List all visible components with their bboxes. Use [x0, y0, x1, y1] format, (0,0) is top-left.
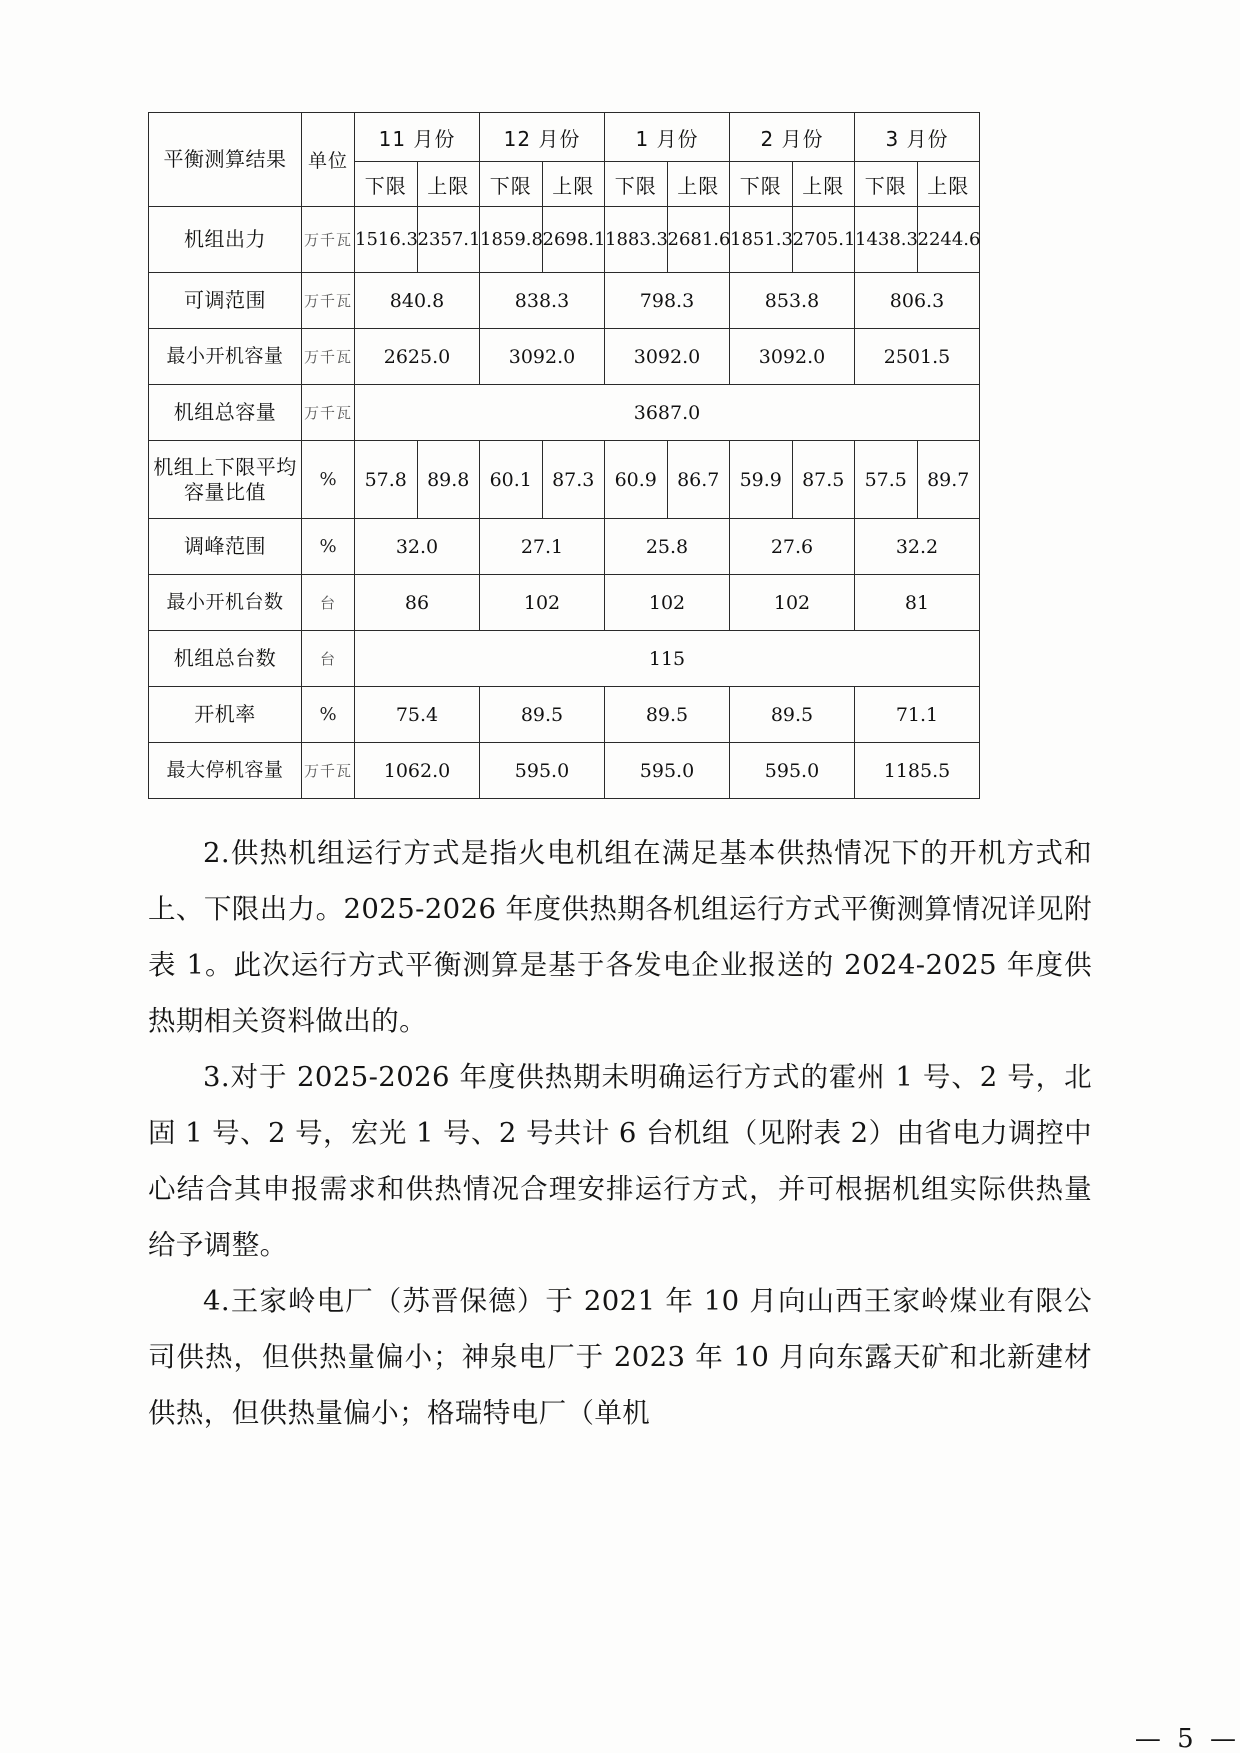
header-month-0: 11 月份	[355, 113, 480, 162]
cell-value: 86.7	[667, 441, 730, 519]
row-unit: 万千瓦	[302, 207, 355, 273]
cell-value: 87.3	[542, 441, 605, 519]
header-limit-lower-1: 下限	[480, 162, 543, 207]
row-unit: %	[302, 519, 355, 575]
cell-value: 57.5	[855, 441, 918, 519]
cell-value: 81	[855, 575, 980, 631]
table-row	[149, 329, 980, 385]
header-month-3: 2 月份	[730, 113, 855, 162]
row-label: 开机率	[149, 687, 302, 743]
page-number: — 5 —	[1134, 1724, 1240, 1754]
cell-value: 2698.1	[542, 207, 605, 273]
row-unit: 台	[302, 631, 355, 687]
table-row	[149, 207, 980, 273]
cell-value: 60.1	[480, 441, 543, 519]
header-limit-upper-4: 上限	[917, 162, 980, 207]
cell-value: 806.3	[855, 273, 980, 329]
table-row	[149, 273, 980, 329]
header-limit-lower-4: 下限	[855, 162, 918, 207]
cell-value: 3687.0	[355, 385, 980, 441]
cell-value: 27.1	[480, 519, 605, 575]
cell-value: 2681.6	[667, 207, 730, 273]
cell-value: 1062.0	[355, 743, 480, 799]
paragraph-3: 3.对于 2025-2026 年度供热期未明确运行方式的霍州 1 号、2 号，北固 1 号、2 号，宏光 1 号、2 号共计 6 台机组（见附表 2）由省电力调控中心结合其申报需求和供热情况合理安排运行方式，并可根据机组实际供热量给予调整。	[148, 1061, 1092, 1261]
row-unit: 台	[302, 575, 355, 631]
cell-value: 102	[480, 575, 605, 631]
cell-value: 60.9	[605, 441, 668, 519]
paragraph-2: 2.供热机组运行方式是指火电机组在满足基本供热情况下的开机方式和上、下限出力。2025-2026 年度供热期各机组运行方式平衡测算情况详见附表 1。此次运行方式平衡测算是基于各发电企业报送的 2024-2025 年度供热期相关资料做出的。	[148, 837, 1092, 1037]
cell-value: 71.1	[855, 687, 980, 743]
table-row	[149, 519, 980, 575]
header-month-4: 3 月份	[855, 113, 980, 162]
row-label: 调峰范围	[149, 519, 302, 575]
cell-value: 89.5	[480, 687, 605, 743]
cell-value: 59.9	[730, 441, 793, 519]
cell-value: 2705.1	[792, 207, 855, 273]
row-unit: 万千瓦	[302, 273, 355, 329]
cell-value: 32.0	[355, 519, 480, 575]
cell-value: 25.8	[605, 519, 730, 575]
cell-value: 595.0	[730, 743, 855, 799]
header-limit-lower-3: 下限	[730, 162, 793, 207]
header-corner-label: 平衡测算结果	[149, 113, 302, 207]
cell-value: 595.0	[605, 743, 730, 799]
cell-value: 89.5	[605, 687, 730, 743]
cell-value: 595.0	[480, 743, 605, 799]
table-row	[149, 687, 980, 743]
header-limit-upper-1: 上限	[542, 162, 605, 207]
cell-value: 89.8	[417, 441, 480, 519]
row-unit: 万千瓦	[302, 329, 355, 385]
row-label: 机组出力	[149, 207, 302, 273]
cell-value: 27.6	[730, 519, 855, 575]
cell-value: 1859.8	[480, 207, 543, 273]
cell-value: 86	[355, 575, 480, 631]
cell-value: 2244.6	[917, 207, 980, 273]
cell-value: 798.3	[605, 273, 730, 329]
cell-value: 1851.3	[730, 207, 793, 273]
header-limit-upper-0: 上限	[417, 162, 480, 207]
body-text	[148, 825, 1092, 1441]
paragraph-4: 4.王家岭电厂（苏晋保德）于 2021 年 10 月向山西王家岭煤业有限公司供热，但供热量偏小；神泉电厂于 2023 年 10 月向东露天矿和北新建材供热，但供热量偏小；格瑞特电厂（单机	[148, 1285, 1092, 1429]
cell-value: 2625.0	[355, 329, 480, 385]
header-limit-upper-3: 上限	[792, 162, 855, 207]
cell-value: 1185.5	[855, 743, 980, 799]
table-body	[149, 207, 980, 799]
cell-value: 840.8	[355, 273, 480, 329]
row-unit: %	[302, 687, 355, 743]
row-label: 机组总容量	[149, 385, 302, 441]
cell-value: 1516.3	[355, 207, 418, 273]
cell-value: 3092.0	[605, 329, 730, 385]
header-limit-upper-2: 上限	[667, 162, 730, 207]
table-header-row-months	[149, 113, 980, 162]
row-label: 最大停机容量	[149, 743, 302, 799]
cell-value: 87.5	[792, 441, 855, 519]
row-unit: 万千瓦	[302, 385, 355, 441]
page-content	[148, 112, 1240, 1754]
cell-value: 102	[730, 575, 855, 631]
cell-value: 2357.1	[417, 207, 480, 273]
cell-value: 102	[605, 575, 730, 631]
cell-value: 75.4	[355, 687, 480, 743]
table-row	[149, 631, 980, 687]
row-label: 可调范围	[149, 273, 302, 329]
table-header	[149, 113, 980, 207]
cell-value: 1438.3	[855, 207, 918, 273]
cell-value: 3092.0	[480, 329, 605, 385]
header-month-1: 12 月份	[480, 113, 605, 162]
cell-value: 57.8	[355, 441, 418, 519]
cell-value: 853.8	[730, 273, 855, 329]
row-label: 机组总台数	[149, 631, 302, 687]
table-row	[149, 441, 980, 519]
header-limit-lower-0: 下限	[355, 162, 418, 207]
cell-value: 3092.0	[730, 329, 855, 385]
balance-calculation-table	[148, 112, 980, 799]
row-label: 机组上下限平均容量比值	[149, 441, 302, 519]
cell-value: 838.3	[480, 273, 605, 329]
row-unit: %	[302, 441, 355, 519]
row-label: 最小开机容量	[149, 329, 302, 385]
row-unit: 万千瓦	[302, 743, 355, 799]
header-month-2: 1 月份	[605, 113, 730, 162]
cell-value: 32.2	[855, 519, 980, 575]
row-label: 最小开机台数	[149, 575, 302, 631]
cell-value: 89.7	[917, 441, 980, 519]
cell-value: 89.5	[730, 687, 855, 743]
header-unit-label: 单位	[302, 113, 355, 207]
cell-value: 1883.3	[605, 207, 668, 273]
cell-value: 2501.5	[855, 329, 980, 385]
table-row	[149, 743, 980, 799]
table-row	[149, 575, 980, 631]
header-limit-lower-2: 下限	[605, 162, 668, 207]
table-row	[149, 385, 980, 441]
cell-value: 115	[355, 631, 980, 687]
